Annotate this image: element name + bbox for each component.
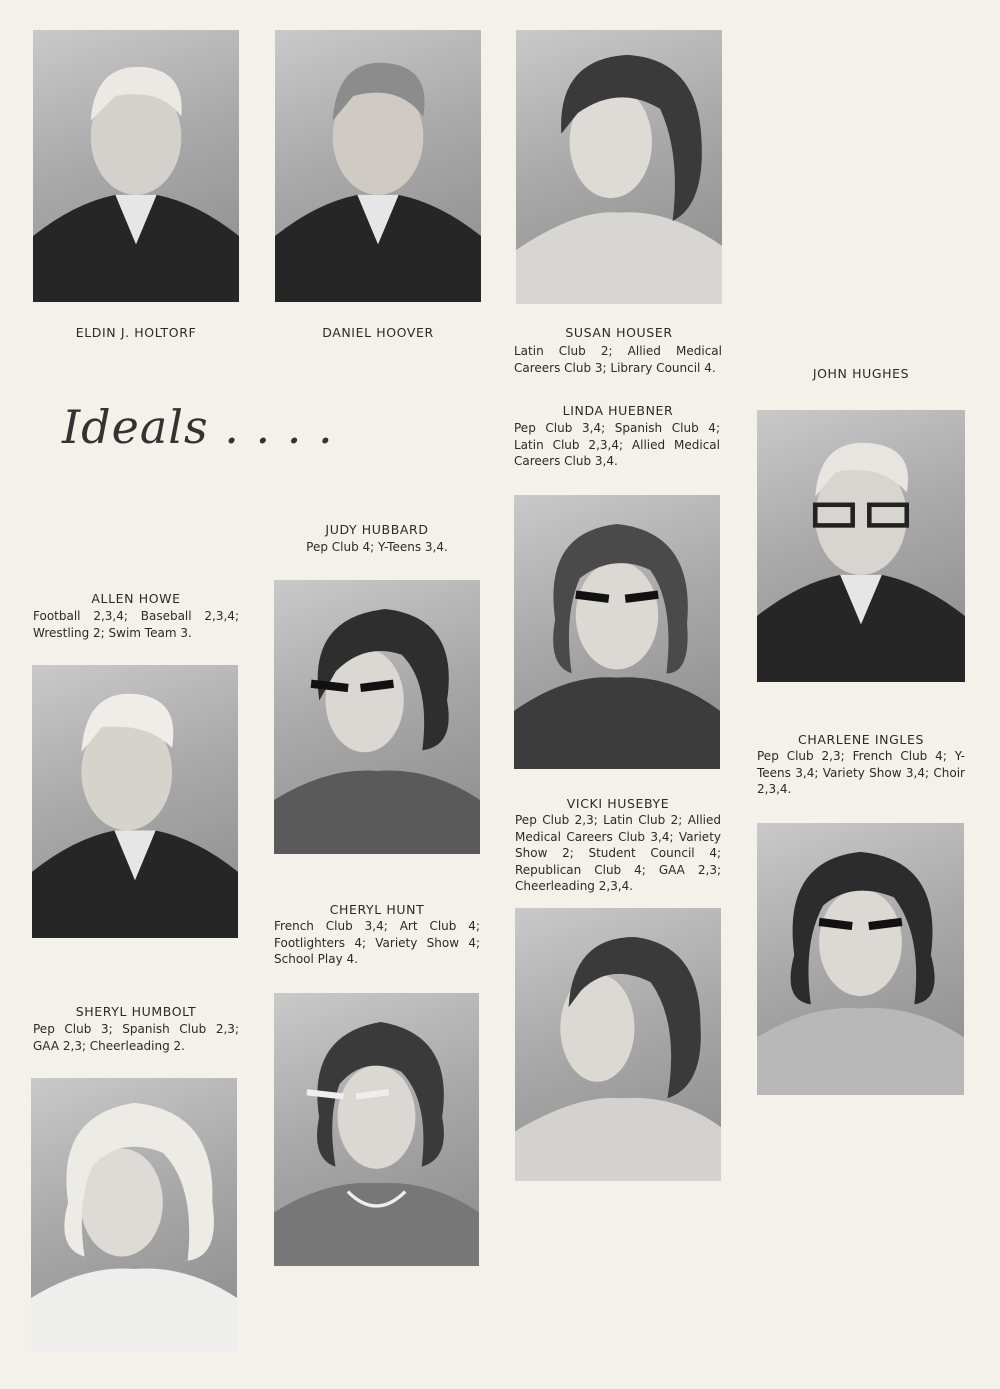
male-portrait-icon: [32, 665, 238, 938]
student-name: JOHN HUGHES: [812, 366, 910, 381]
student-activities: Pep Club 2,3; Latin Club 2; Allied Medical Careers Club 3,4; Variety Show 2; Student Council 4; Republican Club 4; GAA 2,3; Cheerleading 2,3,4.: [515, 813, 721, 893]
student-activities: Pep Club 4; Y-Teens 3,4.: [306, 540, 448, 554]
student-activities: French Club 3,4; Art Club 4; Footlighters 4; Variety Show 4; School Play 4.: [274, 919, 480, 966]
portrait-daniel-hoover: [275, 30, 481, 302]
student-name: LINDA HUEBNER: [562, 403, 674, 418]
student-name: SHERYL HUMBOLT: [75, 1004, 197, 1019]
student-name: ELDIN J. HOLTORF: [75, 325, 197, 340]
portrait-cheryl-hunt: [274, 993, 479, 1266]
female-portrait-icon: [274, 993, 479, 1266]
student-activities: Football 2,3,4; Baseball 2,3,4; Wrestling 2; Swim Team 3.: [33, 609, 239, 640]
portrait-allen-howe: [32, 665, 238, 938]
student-activities: Pep Club 3,4; Spanish Club 4; Latin Club 2,3,4; Allied Medical Careers Club 3,4.: [514, 421, 720, 468]
portrait-john-hughes: [757, 410, 965, 682]
student-name: JUDY HUBBARD: [325, 522, 429, 537]
student-name: ALLEN HOWE: [91, 591, 181, 606]
portrait-judy-hubbard: [274, 580, 480, 854]
female-portrait-icon: [515, 908, 721, 1181]
student-name: SUSAN HOUSER: [565, 325, 673, 340]
male-portrait-icon: [275, 30, 481, 302]
student-activities: Pep Club 3; Spanish Club 2,3; GAA 2,3; Cheerleading 2.: [33, 1022, 239, 1053]
student-name: VICKI HUSEBYE: [566, 796, 670, 811]
female-portrait-icon: [274, 580, 480, 854]
student-name: CHARLENE INGLES: [798, 732, 924, 747]
portrait-linda-huebner: [514, 495, 720, 769]
portrait-susan-houser: [516, 30, 722, 304]
portrait-sheryl-humbolt: [31, 1078, 237, 1352]
male-portrait-icon: [757, 410, 965, 682]
student-activities: Latin Club 2; Allied Medical Careers Club 3; Library Council 4.: [514, 344, 722, 375]
section-title: Ideals . . . .: [62, 400, 334, 454]
portrait-vicki-husebye: [515, 908, 721, 1181]
portrait-eldin-holtorf: [33, 30, 239, 302]
portrait-charlene-ingles: [757, 823, 964, 1095]
female-portrait-icon: [757, 823, 964, 1095]
student-name: DANIEL HOOVER: [322, 325, 434, 340]
male-portrait-icon: [33, 30, 239, 302]
student-activities: Pep Club 2,3; French Club 4; Y-Teens 3,4; Variety Show 3,4; Choir 2,3,4.: [757, 749, 965, 796]
female-portrait-icon: [514, 495, 720, 769]
female-portrait-icon: [31, 1078, 237, 1352]
female-portrait-icon: [516, 30, 722, 304]
student-name: CHERYL HUNT: [329, 902, 425, 917]
